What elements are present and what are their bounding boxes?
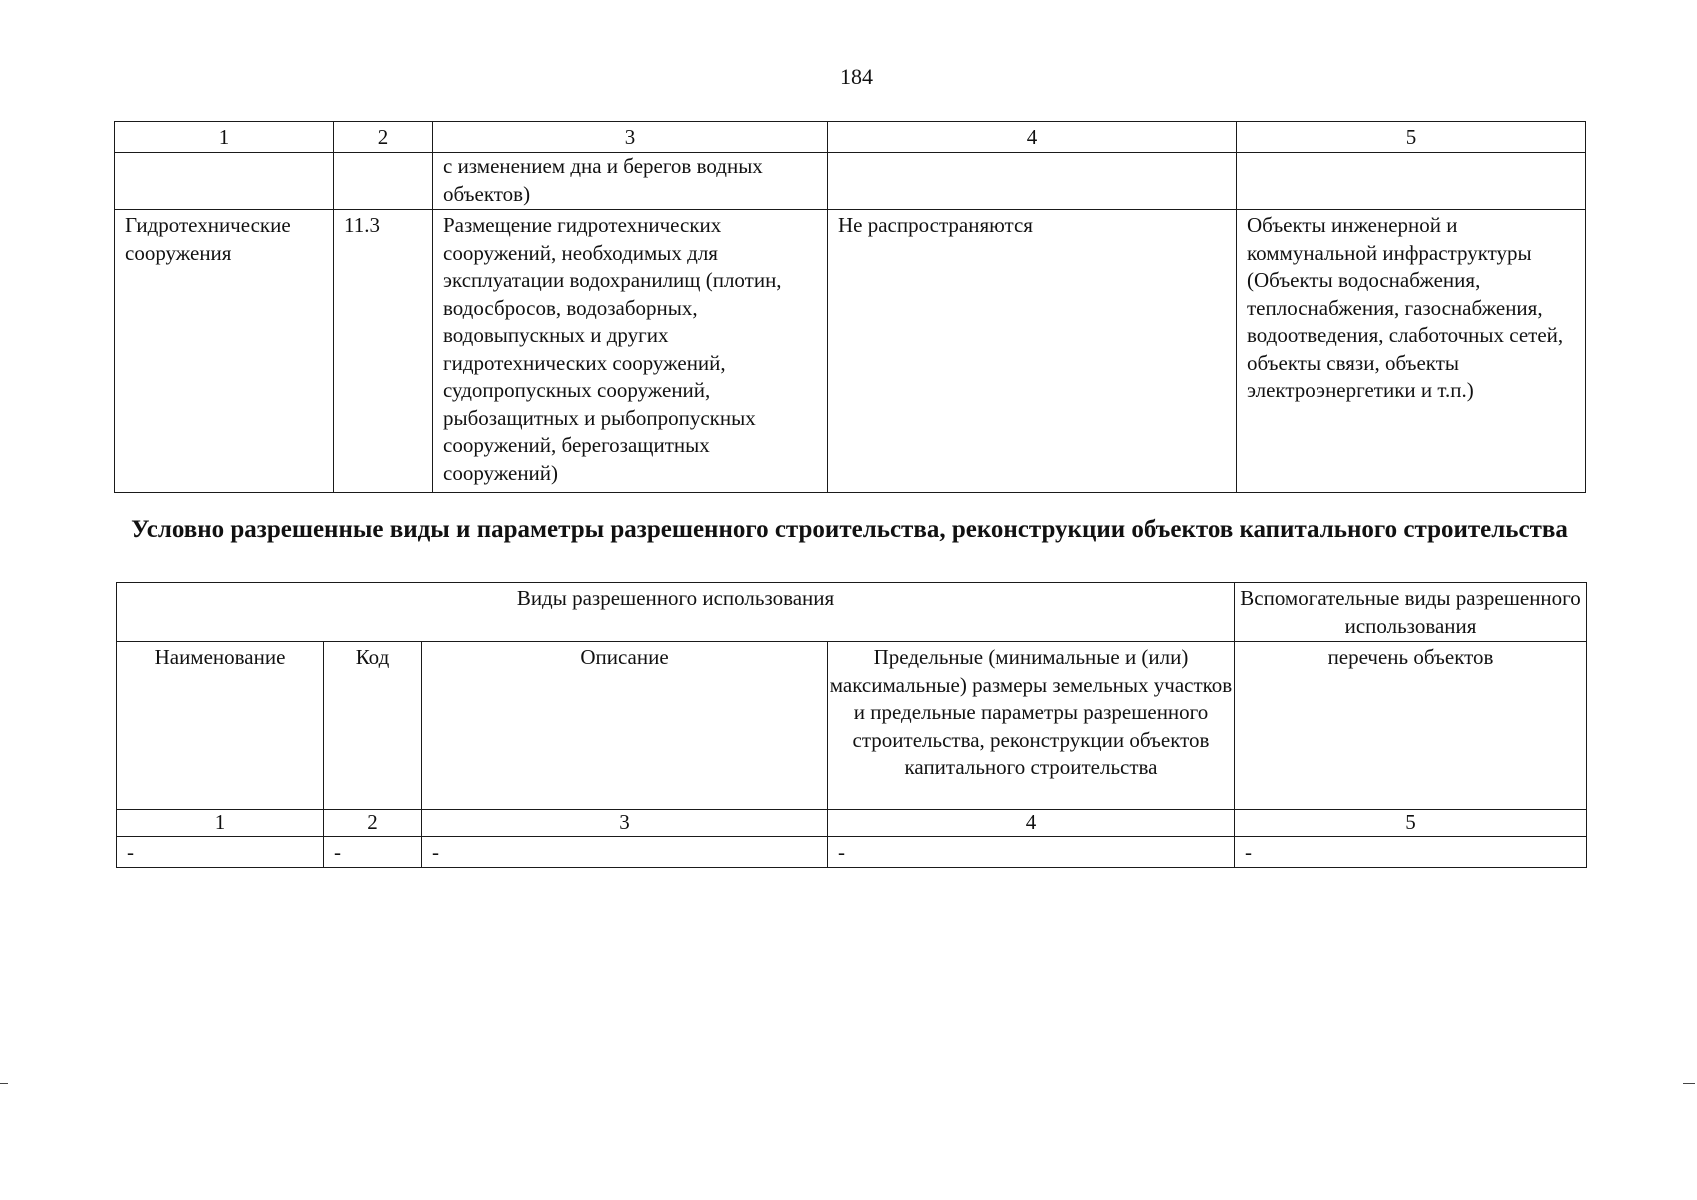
aux-objects-cell (1237, 153, 1586, 210)
use-code-cell (334, 153, 433, 210)
use-description-cell: Размещение гидротехнических сооружений, необходимых для эксплуатации водохранилищ (плотин, водосбросов, водозаборных, водовыпускных и других гидротехнических сооружений, судопропускных сооружений, рыбозащитных и рыбопропускных сооружений, берегозащитных сооружений) (433, 210, 828, 493)
column-header-row (117, 642, 1587, 810)
use-params-cell (828, 153, 1237, 210)
scan-edge-mark (1683, 1083, 1695, 1084)
table-header-row (115, 122, 1586, 153)
description-column-header: Описание (422, 642, 828, 810)
conditional-uses-table (116, 582, 1587, 868)
page-number: 184 (840, 64, 873, 89)
column-number-4: 4 (828, 810, 1235, 837)
aux-uses-group-header: Вспомогательные виды разрешенного использования (1235, 583, 1587, 642)
group-header-row (117, 583, 1587, 642)
table-row (117, 837, 1587, 868)
table-row (115, 153, 1586, 210)
column-number-5: 5 (1235, 810, 1587, 837)
section-title: Условно разрешенные виды и параметры разрешенного строительства, реконструкции объектов капитального строительства (131, 516, 1568, 543)
column-number-5: 5 (1237, 122, 1586, 153)
empty-params-cell: - (828, 837, 1235, 868)
use-params-cell: Не распространяются (828, 210, 1237, 493)
table-row (115, 210, 1586, 493)
use-code-cell: 11.3 (334, 210, 433, 493)
empty-aux-cell: - (1235, 837, 1587, 868)
code-column-header: Код (324, 642, 422, 810)
permitted-uses-table-continued (114, 121, 1586, 493)
scan-edge-mark (0, 1083, 8, 1084)
column-number-1: 1 (115, 122, 334, 153)
column-number-2: 2 (324, 810, 422, 837)
empty-code-cell: - (324, 837, 422, 868)
column-number-2: 2 (334, 122, 433, 153)
permitted-uses-group-header: Виды разрешенного использования (117, 583, 1235, 642)
column-number-1: 1 (117, 810, 324, 837)
column-number-row (117, 810, 1587, 837)
use-description-cell: с изменением дна и берегов водных объектов) (433, 153, 828, 210)
params-column-header: Предельные (минимальные и (или) максимальные) размеры земельных участков и предельные параметры разрешенного строительства, реконструкции объектов капитального строительства (828, 642, 1235, 810)
name-column-header: Наименование (117, 642, 324, 810)
column-number-4: 4 (828, 122, 1237, 153)
empty-name-cell: - (117, 837, 324, 868)
aux-list-column-header: перечень объектов (1235, 642, 1587, 810)
column-number-3: 3 (422, 810, 828, 837)
empty-description-cell: - (422, 837, 828, 868)
use-name-cell: Гидротехнические сооружения (115, 210, 334, 493)
use-name-cell (115, 153, 334, 210)
aux-objects-cell: Объекты инженерной и коммунальной инфраструктуры (Объекты водоснабжения, теплоснабжения, газоснабжения, водоотведения, слаботочных сетей, объекты связи, объекты электроэнергетики и т.п.) (1237, 210, 1586, 493)
column-number-3: 3 (433, 122, 828, 153)
